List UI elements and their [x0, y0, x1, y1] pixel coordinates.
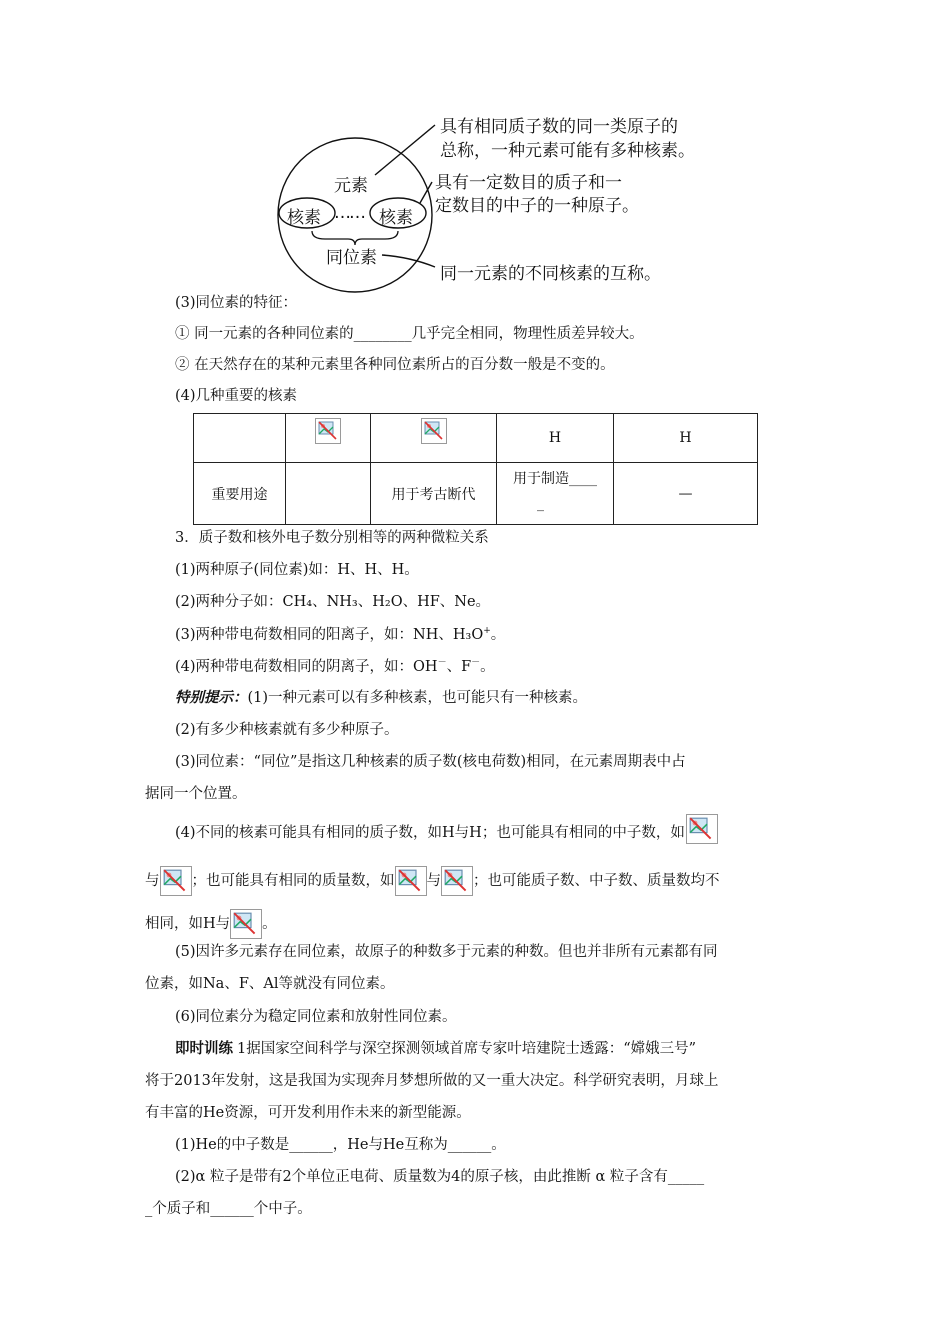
item3-end: 。	[490, 626, 506, 643]
section3-heading: (3)同位素的特征：	[175, 295, 298, 311]
tips-t6: (6)同位素分为稳定同位素和放射性同位素。	[175, 1009, 457, 1025]
tips-t2: (2)有多少种核素就有多少种原子。	[175, 722, 399, 738]
table-use-row	[194, 463, 758, 525]
element-label: 元素	[334, 176, 368, 196]
concept-diagram	[270, 105, 710, 295]
tips-t4-line2	[145, 866, 720, 896]
exercise-num: 1	[237, 1041, 247, 1057]
broken-image-icon	[395, 866, 427, 896]
t4-line2-a: 与	[145, 873, 160, 889]
exercise-q2-line1: (2)α 粒子是带有2个单位正电荷、质量数为4的原子核，由此推断 α 粒子含有_____	[175, 1169, 705, 1185]
section4-heading: (4)几种重要的核素	[175, 388, 298, 404]
tips-line1	[175, 691, 587, 706]
point3-item3	[175, 627, 505, 642]
table-corner-cell	[194, 414, 286, 463]
dots: ……	[334, 203, 364, 223]
t4-line1-text: (4)不同的核素可能具有相同的质子数，如H与H；也可能具有相同的中子数，如	[175, 825, 685, 841]
item4-sup2: －	[471, 658, 481, 668]
t4-line3-a: 相同，如H与	[145, 916, 231, 932]
table-header-row	[194, 414, 758, 463]
point3-heading: 3．质子数和核外电子数分别相等的两种微粒关系	[175, 530, 489, 546]
t4-line2-d: ；也可能质子数、中子数、质量数均不	[473, 873, 720, 889]
tips-t3-line2: 据同一个位置。	[145, 786, 247, 802]
nuclide-table	[193, 413, 758, 525]
table-cell-c-use: 用于考古断代	[371, 463, 497, 525]
callout-element-line2: 总称，一种元素可能有多种核素。	[440, 141, 695, 161]
table-header-h3: H	[614, 414, 758, 463]
item4-end: 。	[480, 658, 495, 675]
nuclide-right-label: 核素	[379, 208, 413, 228]
item3-sup: +	[483, 626, 491, 636]
table-cell-h3-use: —	[614, 463, 758, 525]
table-cell-h2-use	[497, 463, 614, 525]
isotope-label: 同位素	[326, 248, 377, 268]
t4-line2-c: 与	[426, 873, 441, 889]
item4-sup1: －	[437, 658, 447, 668]
item3-text: (3)两种带电荷数相同的阳离子，如：NH、H₃O	[175, 626, 484, 643]
callout-element-line1: 具有相同质子数的同一类原子的	[440, 117, 678, 137]
table-header-c14	[286, 414, 371, 463]
section3-item1: ① 同一元素的各种同位素的________几乎完全相同，物理性质差异较大。	[175, 326, 644, 342]
exercise-q1: (1)He的中子数是______，He与He互称为______。	[175, 1137, 506, 1153]
table-header-c12	[371, 414, 497, 463]
tips-t5-line2: 位素，如Na、F、Al等就没有同位素。	[145, 976, 395, 992]
broken-image-icon	[160, 866, 192, 896]
t4-line2-b: ；也可能具有相同的质量数，如	[191, 873, 395, 889]
tips-t5-line1: (5)因许多元素存在同位素，故原子的种数多于元素的种数。但也并非所有元素都有同	[175, 944, 718, 960]
tips-t1: (1)一种元素可以有多种核素，也可能只有一种核素。	[247, 690, 588, 706]
broken-image-icon	[315, 418, 341, 444]
nuclide-left-label: 核素	[287, 208, 321, 228]
tips-t4-line3	[145, 909, 277, 939]
broken-image-icon	[230, 909, 262, 939]
exercise-line2: 将于2013年发射，这是我国为实现奔月梦想所做的又一重大决定。科学研究表明，月球上	[145, 1073, 719, 1089]
h2-use-line1: 用于制造____	[513, 470, 597, 487]
tips-label: 特别提示：	[175, 689, 248, 706]
section3-item2: ② 在天然存在的某种元素里各种同位素所占的百分数一般是不变的。	[175, 357, 615, 373]
exercise-line1-text: 据国家空间科学与深空探测领域首席专家叶培建院士透露：“嫦娥三号”	[246, 1041, 697, 1057]
h2-use-line2: _	[537, 495, 544, 512]
broken-image-icon	[441, 866, 473, 896]
point3-item2: (2)两种分子如：CH₄、NH₃、H₂O、HF、Ne。	[175, 594, 491, 610]
t4-line3-b: 。	[262, 916, 277, 932]
callout-nuclide-line1: 具有一定数目的质子和一	[435, 173, 622, 193]
point3-item1: (1)两种原子(同位素)如：H、H、H。	[175, 562, 419, 578]
point3-item4	[175, 659, 495, 674]
broken-image-icon	[686, 814, 718, 844]
table-row-label: 重要用途	[194, 463, 286, 525]
table-cell-empty	[286, 463, 371, 525]
callout-isotope: 同一元素的不同核素的互称。	[440, 264, 661, 284]
exercise-q2-line2: _个质子和______个中子。	[145, 1201, 312, 1217]
tips-t4-line1	[175, 822, 718, 844]
tips-t3-line1: (3)同位素：“同位”是指这几种核素的质子数(核电荷数)相同，在元素周期表中占	[175, 754, 686, 770]
callout-nuclide-line2: 定数目的中子的一种原子。	[435, 196, 639, 216]
item4-b: 、F	[446, 658, 472, 675]
table-header-h2: H	[497, 414, 614, 463]
exercise-line3: 有丰富的He资源，可开发利用作未来的新型能源。	[145, 1105, 471, 1121]
broken-image-icon	[421, 418, 447, 444]
exercise-line1	[175, 1042, 696, 1057]
exercise-label: 即时训练	[175, 1040, 233, 1057]
item4-a: (4)两种带电荷数相同的阴离子，如：OH	[175, 658, 438, 675]
